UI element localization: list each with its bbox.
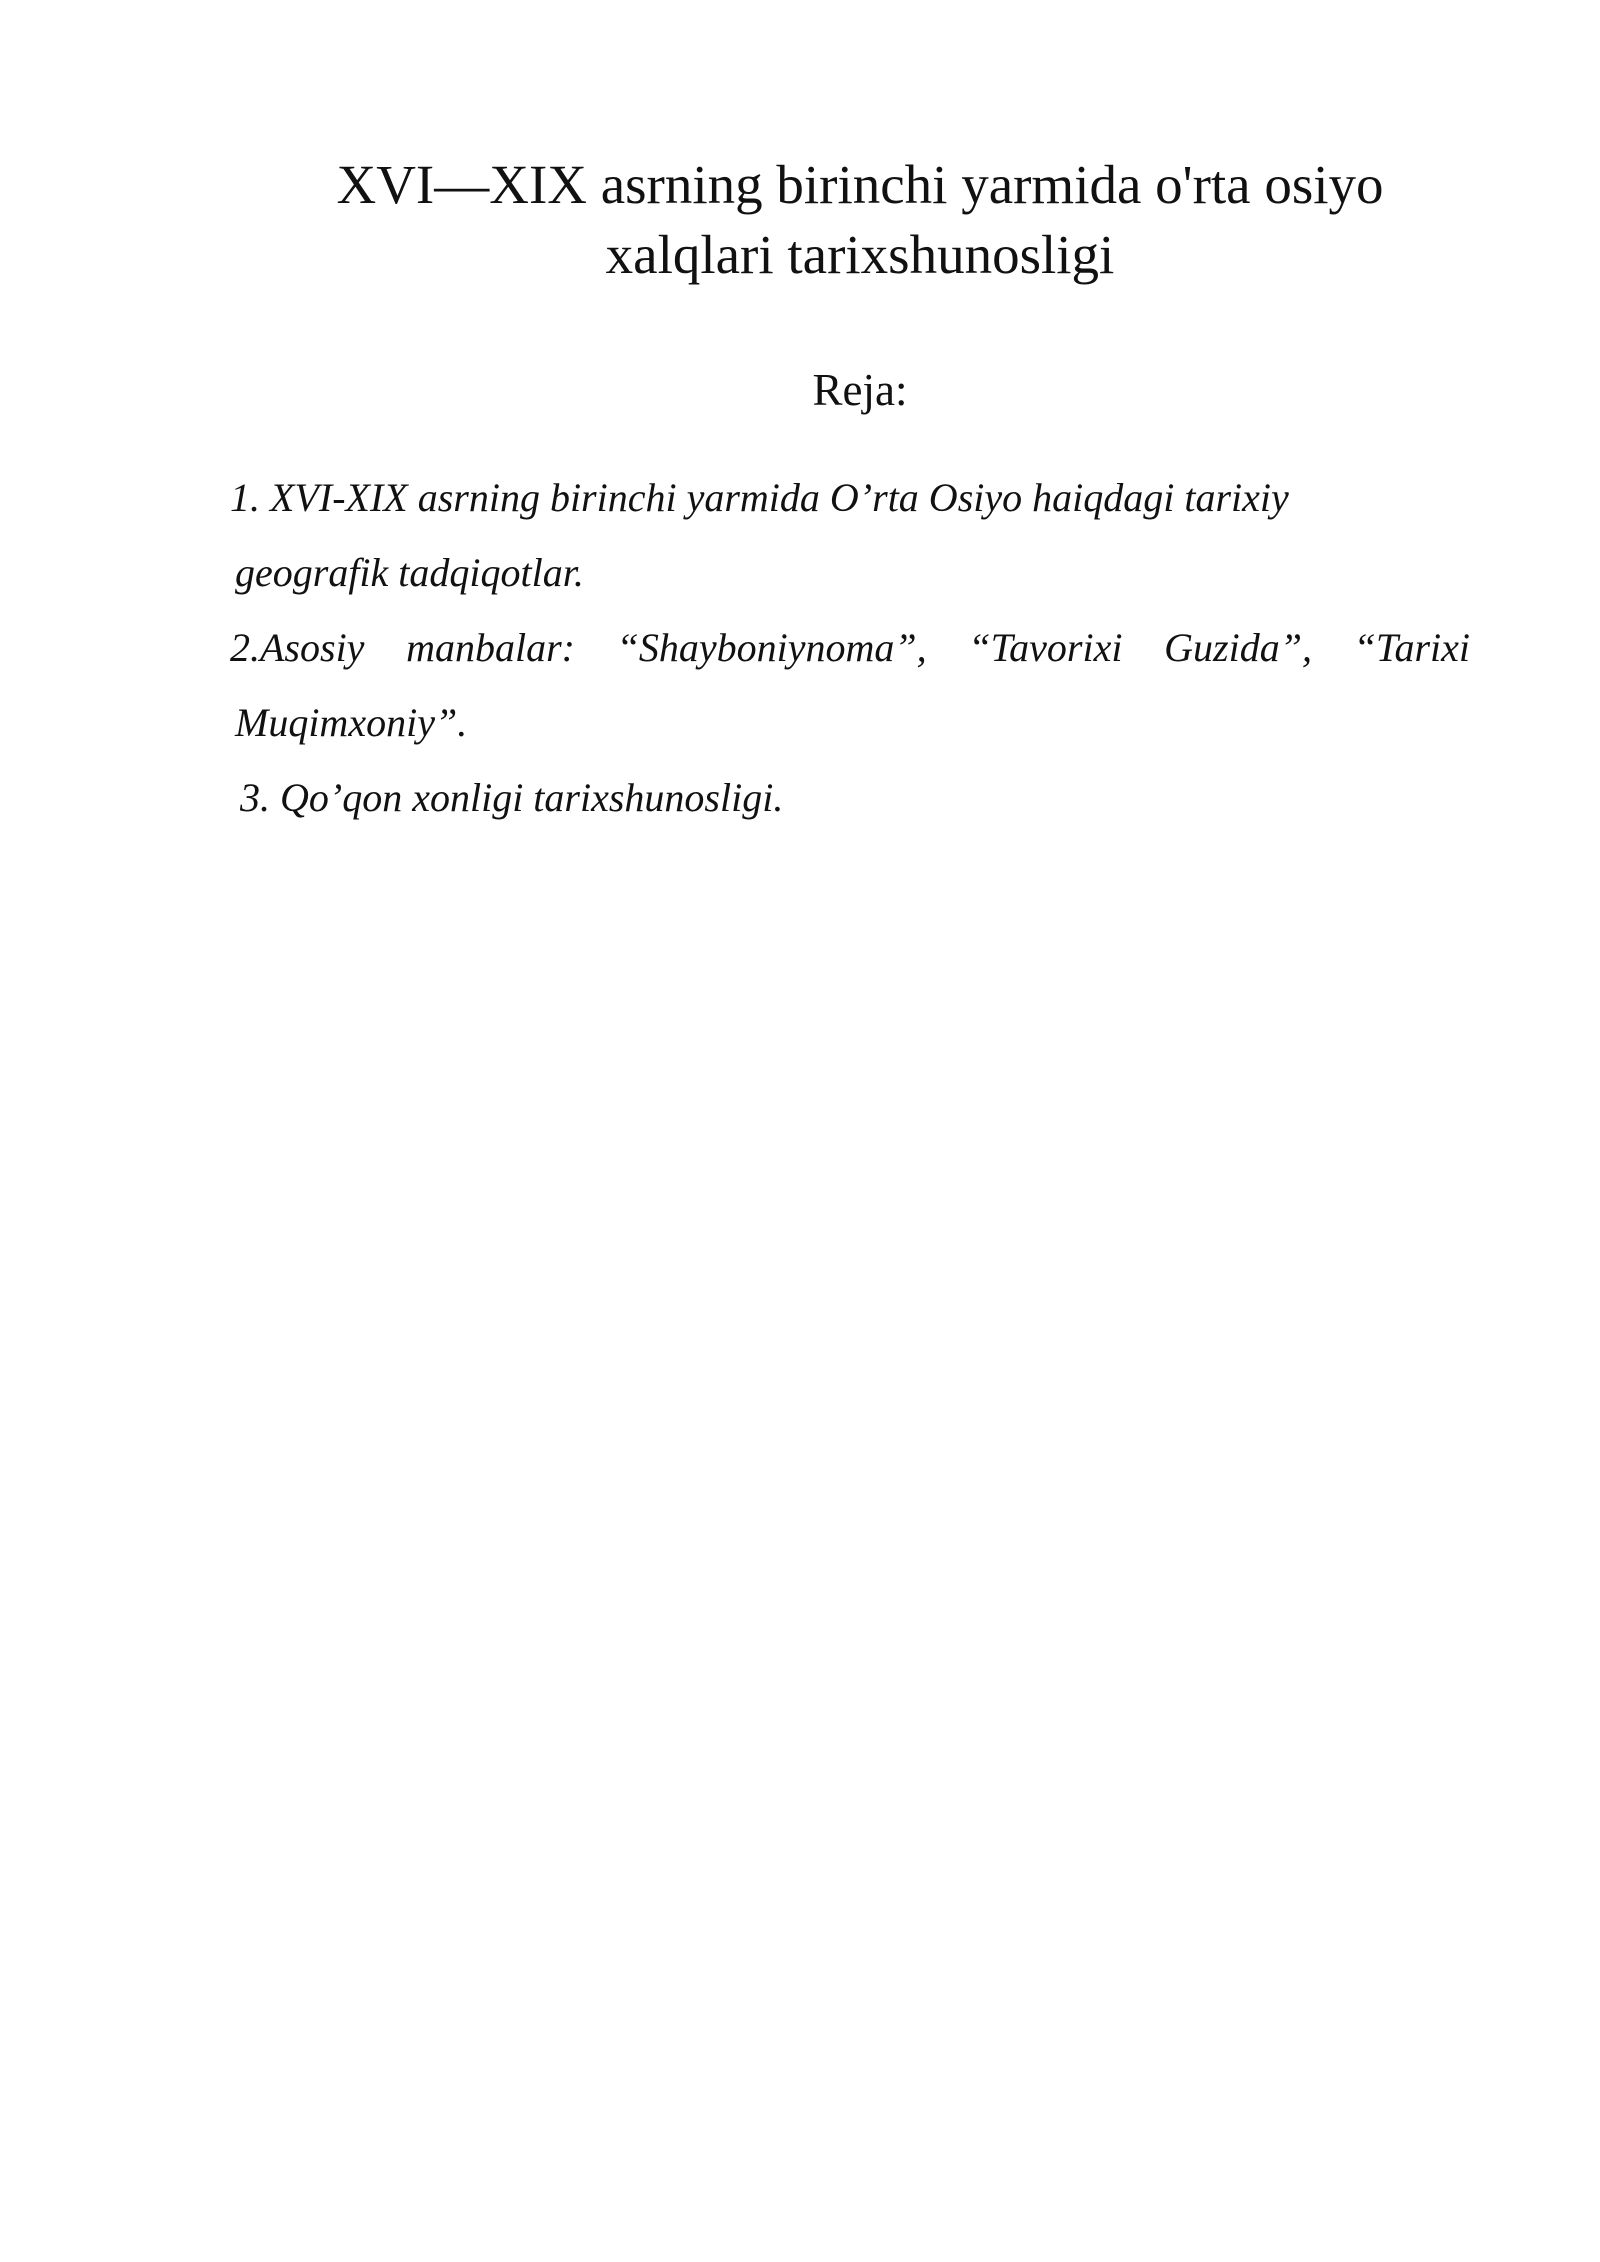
page-title-line-1: XVI—XIX asrning birinchi yarmida o'rta osiyo: [336, 154, 1384, 215]
plan-item-2-word: “Tavorixi: [968, 625, 1123, 670]
page-title-line-2: xalqlari tarixshunosligi: [605, 224, 1115, 285]
plan-heading: Reja:: [812, 365, 908, 415]
plan-item-2-word: “Tarixi: [1353, 625, 1470, 670]
page-title: [230, 150, 1490, 290]
plan-item-2-word: 2.Asosiy: [230, 625, 365, 670]
plan-item-2-word: Guzida”,: [1164, 625, 1312, 670]
plan-item-3-line-1: 3. Qo’qon xonligi tarixshunosligi.: [240, 775, 784, 820]
plan-item-2-line-2: Muqimxoniy”.: [235, 700, 468, 745]
plan-item-2-word: manbalar:: [406, 625, 575, 670]
plan-item-1-line-1: 1. XVI-XIX asrning birinchi yarmida O’rta Osiyo haiqdagi tarixiy: [230, 475, 1289, 520]
plan-item-2-line-1: [230, 610, 1470, 685]
plan-item-2-word: “Shayboniynoma”,: [616, 625, 927, 670]
plan-item-1-line-2: geografik tadqiqotlar.: [235, 550, 584, 595]
